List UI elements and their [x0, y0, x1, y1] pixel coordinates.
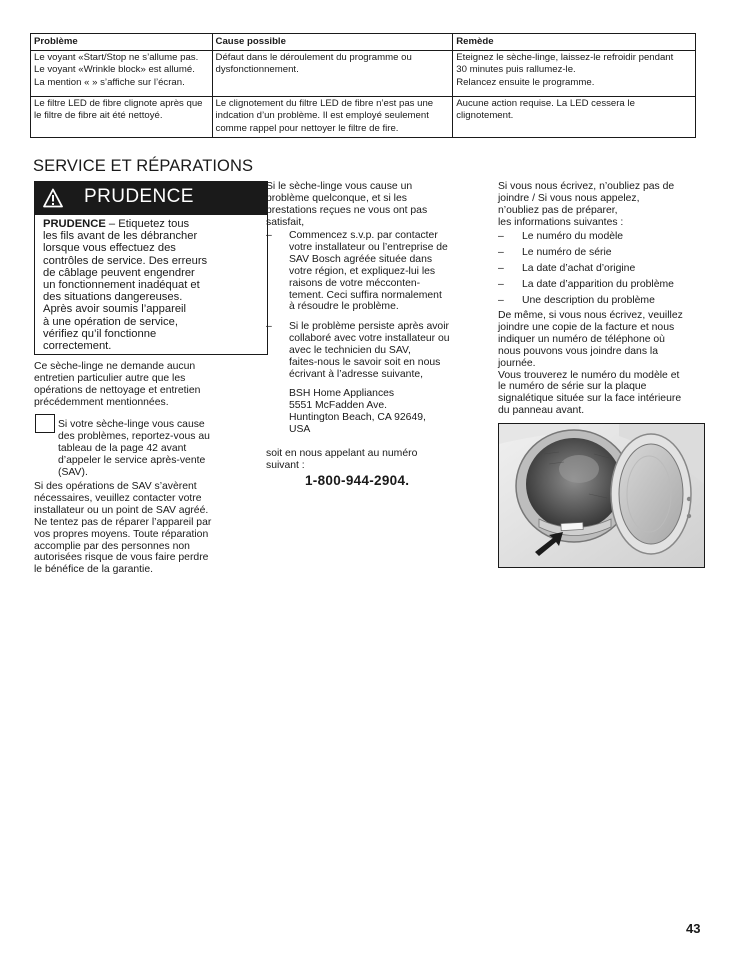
- dryer-door-illustration: [498, 423, 705, 568]
- col1-note: Si votre sèche-linge vous cause des problèmes, reportez-vous au tableau de la page 42 avant d’appeler le service après-vente (SAV).: [58, 419, 210, 478]
- dryer-open-door-image: [499, 424, 704, 567]
- col1-outro: Si des opérations de SAV s’avèrent nécessaires, veuillez contacter votre installateur ou un point de SAV agréé. Ne tentez pas de réparer l’appareil par vos propres moyens. Toute réparation accomplie par des personnes non autorisées risque de vous faire perdre le bénéfice de la garantie.: [34, 481, 212, 576]
- cell-remedy: Aucune action requise. La LED cessera le clignotement.: [453, 96, 696, 138]
- troubleshooting-table: [30, 33, 696, 138]
- dash-2: –: [266, 321, 272, 332]
- section-title: SERVICE ET RÉPARATIONS: [33, 157, 254, 175]
- caution-title: PRUDENCE: [84, 186, 194, 207]
- col2-intro: Si le sèche-linge vous cause un problème quelconque, et si les prestations reçues ne vous ont pas satisfait,: [266, 181, 428, 228]
- caution-header: [34, 181, 268, 215]
- note-icon: [35, 414, 55, 433]
- cell-cause: Défaut dans le déroulement du programme ou dysfonctionnement.: [212, 50, 453, 96]
- list-item: – Le numéro de série: [498, 247, 612, 258]
- caution-text: PRUDENCE – Etiquetez tous les fils avant de les débrancher lorsque vous effectuez des contrôles de service. Des erreurs de câblage peuvent engendrer un fonctionnement inadéquat et des situations dangereuses. Après avoir soumis l’appareil à une opération de service, vérifiez qu’il fonctionne correctement.: [43, 218, 208, 353]
- col3-para: De même, si vous nous écrivez, veuillez joindre une copie de la facture et nous indiquer un numéro de téléphone où nous pouvons vous joindre dans la journée. Vous trouverez le numéro du modèle et le numéro de série sur la plaque signalétique située sur la face intérieure du panneau avant.: [498, 310, 683, 417]
- col1-intro: Ce sèche-linge ne demande aucun entretien particulier autre que les opérations de nettoyage et entretien précédemment mentionnées.: [34, 361, 201, 408]
- address-block: BSH Home Appliances 5551 McFadden Ave. Huntington Beach, CA 92649, USA: [289, 388, 426, 435]
- header-cause: Cause possible: [212, 34, 453, 51]
- list-item: – Une description du problème: [498, 295, 655, 306]
- header-remedy: Remède: [453, 34, 696, 51]
- warning-icon: [43, 188, 63, 208]
- header-problem: Problème: [31, 34, 213, 51]
- list-item: – La date d’achat d’origine: [498, 263, 636, 274]
- page-number: 43: [686, 921, 701, 936]
- cell-remedy: Eteignez le sèche-linge, laissez-le refroidir pendant 30 minutes puis rallumez-le. Relancez ensuite le programme.: [453, 50, 696, 96]
- caution-body: [34, 215, 268, 355]
- dash-1: –: [266, 230, 272, 241]
- table-row: [31, 96, 696, 138]
- col2-item1: Commencez s.v.p. par contacter votre installateur ou l’entreprise de SAV Bosch agréée située dans votre région, et expliquez-lui les raisons de votre mécconten- tement. Ceci suffira normalement à résoudre le problème.: [289, 230, 448, 313]
- phone-number: 1-800-944-2904.: [305, 473, 410, 488]
- col3-intro: Si vous nous écrivez, n’oubliez pas de joindre / Si vous nous appelez, n’oubliez pas de préparer, les informations suivantes :: [498, 181, 675, 228]
- cell-cause: Le clignotement du filtre LED de fibre n’est pas une indcation d’un problème. Il est employé seulement comme rappel pour nettoyer le filtre de fire.: [212, 96, 453, 138]
- cell-problem: Le filtre LED de fibre clignote après que le filtre de fibre ait été nettoyé.: [31, 96, 213, 138]
- list-item: – La date d’apparition du problème: [498, 279, 674, 290]
- col2-item2: Si le problème persiste après avoir collaboré avec votre installateur ou avec le technicien du SAV, faites-nous le savoir soit en nous écrivant à l’adresse suivante,: [289, 321, 450, 380]
- list-item: – Le numéro du modèle: [498, 231, 624, 242]
- table-header-row: [31, 34, 696, 51]
- table-row: [31, 50, 696, 96]
- col2-phone-intro: soit en nous appelant au numéro suivant :: [266, 448, 418, 471]
- cell-problem: Le voyant «Start/Stop ne s’allume pas. Le voyant «Wrinkle block» est allumé. La mention « » s’affiche sur l’écran.: [31, 50, 213, 96]
